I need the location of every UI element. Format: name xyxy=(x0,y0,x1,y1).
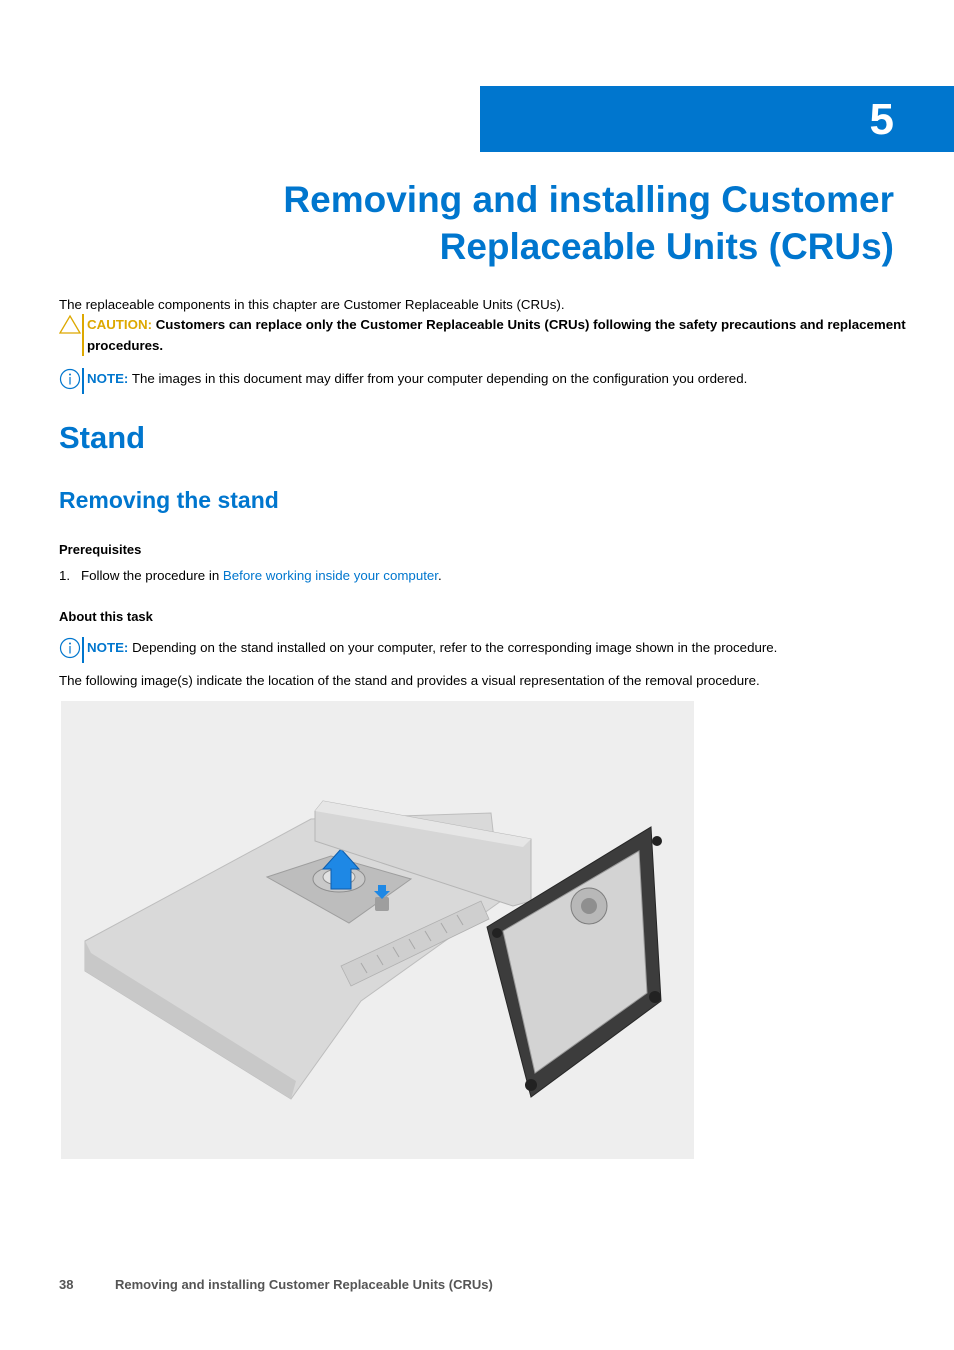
step-text-after: . xyxy=(438,568,442,583)
note-text xyxy=(87,368,922,389)
note-body: The images in this document may differ from your computer depending on the configuration you ordered. xyxy=(131,371,748,386)
step-number: 1. xyxy=(59,568,71,583)
prerequisites-heading: Prerequisites xyxy=(59,542,142,557)
page-number: 38 xyxy=(59,1277,74,1292)
step-text-before: Follow the procedure in xyxy=(81,568,223,583)
info-icon xyxy=(59,637,81,659)
prerequisite-step xyxy=(59,567,442,584)
caution-bar xyxy=(82,314,84,356)
note-bar xyxy=(82,637,84,663)
note-bar xyxy=(82,368,84,394)
chapter-title-line1: Removing and installing Customer xyxy=(283,179,894,220)
caution-body: Customers can replace only the Customer Replaceable Units (CRUs) following the safety precautions and replacement procedures. xyxy=(87,317,906,353)
chapter-title xyxy=(94,176,894,270)
intro-text: The replaceable components in this chapter are Customer Replaceable Units (CRUs). xyxy=(59,297,565,312)
caution-text xyxy=(87,314,922,356)
section-title: Stand xyxy=(59,420,146,455)
before-working-link[interactable]: Before working inside your computer xyxy=(222,568,438,583)
figure-intro-text: The following image(s) indicate the location of the stand and provides a visual representation of the removal procedure. xyxy=(59,673,760,688)
stand-removal-illustration xyxy=(61,701,694,1159)
page-footer xyxy=(59,1276,493,1293)
caution-label: CAUTION: xyxy=(87,317,152,332)
note-label-2: NOTE: xyxy=(87,640,129,655)
note-text-2 xyxy=(87,637,922,658)
info-icon xyxy=(59,368,81,390)
chapter-number: 5 xyxy=(869,95,894,144)
note-admonition-2 xyxy=(59,637,919,663)
chapter-banner xyxy=(480,86,954,152)
about-task-heading: About this task xyxy=(59,609,153,624)
footer-title: Removing and installing Customer Replaceable Units (CRUs) xyxy=(115,1277,493,1292)
caution-admonition xyxy=(59,314,919,358)
caution-icon xyxy=(59,314,81,334)
stand-removal-figure xyxy=(61,701,694,1159)
note-admonition xyxy=(59,368,919,394)
note-label: NOTE: xyxy=(87,371,129,386)
subsection-title: Removing the stand xyxy=(59,487,279,513)
note-body-2: Depending on the stand installed on your computer, refer to the corresponding image shown in the procedure. xyxy=(132,640,778,655)
chapter-title-line2: Replaceable Units (CRUs) xyxy=(439,226,894,267)
